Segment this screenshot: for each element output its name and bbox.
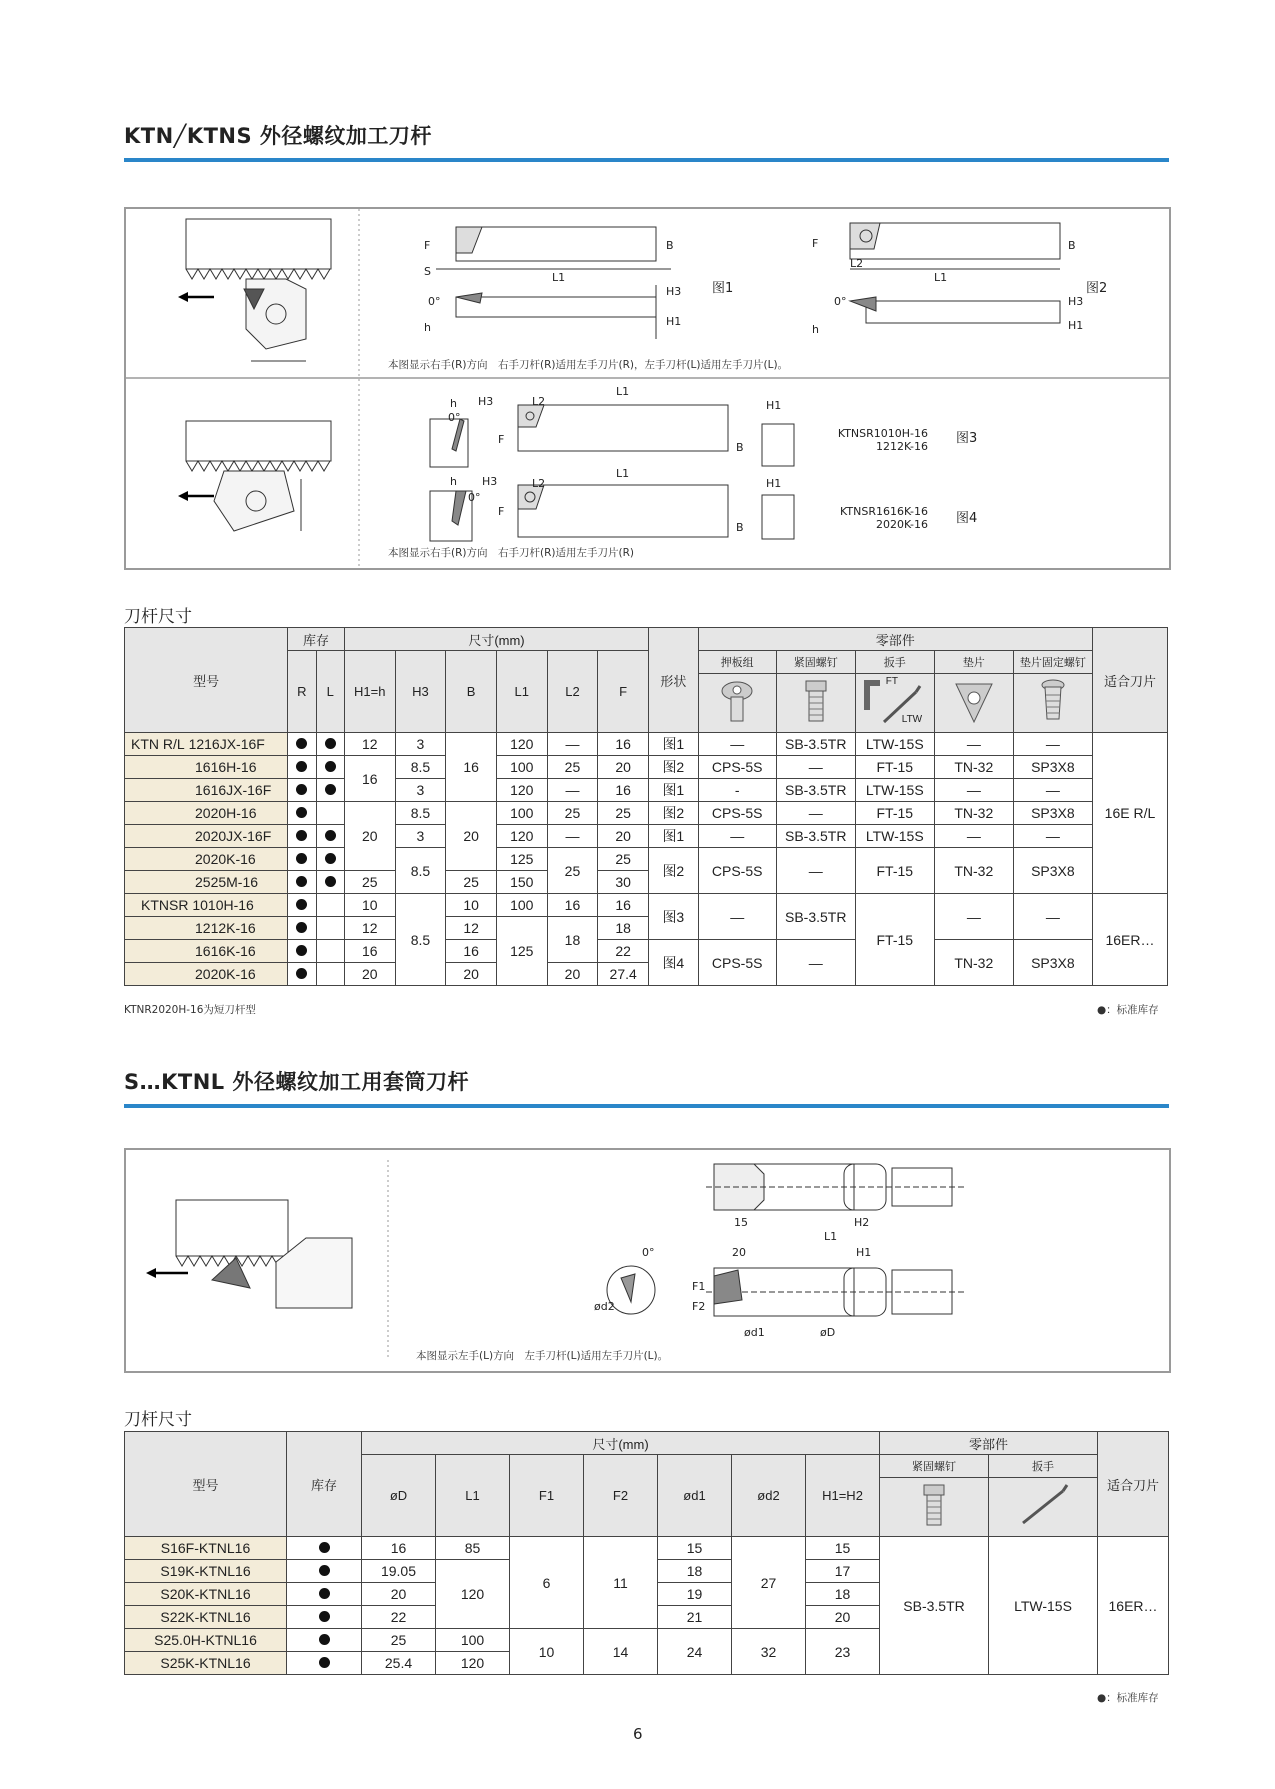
stock-L bbox=[316, 963, 344, 986]
cell-H1h: 12 bbox=[344, 733, 395, 756]
cell-shim: TN-32 bbox=[934, 802, 1013, 825]
cell-clamp: — bbox=[698, 894, 776, 940]
dim-label-L2: L2 bbox=[532, 477, 546, 490]
header-R: R bbox=[288, 651, 316, 733]
stock-R bbox=[288, 963, 316, 986]
dim-label-angle: 0° bbox=[428, 295, 441, 308]
cell-B: 16 bbox=[446, 940, 497, 963]
cell-F: 16 bbox=[598, 894, 649, 917]
cell-shim-screw: — bbox=[1013, 779, 1092, 802]
model-cell: S25.0H-KTNL16 bbox=[125, 1629, 287, 1652]
cell-insert: 16ER… bbox=[1092, 894, 1167, 986]
page-number: 6 bbox=[633, 1725, 643, 1743]
cell-F2: 14 bbox=[584, 1629, 658, 1675]
cell-B: 10 bbox=[446, 894, 497, 917]
model-cell: 1616JX-16F bbox=[125, 779, 288, 802]
dim-label-H3: H3 bbox=[1068, 295, 1084, 308]
cell-screw: — bbox=[776, 940, 855, 986]
dim-label-F: F bbox=[498, 505, 505, 518]
cell-H3: 3 bbox=[395, 779, 446, 802]
cell-L2: 25 bbox=[547, 802, 598, 825]
dim-label-H3: H3 bbox=[482, 475, 498, 488]
cell-clamp: CPS-5S bbox=[698, 756, 776, 779]
stock-L bbox=[316, 848, 344, 871]
stock-R bbox=[288, 940, 316, 963]
cell-shim-screw: SP3X8 bbox=[1013, 940, 1092, 986]
header-screw: 紧固螺钉 bbox=[880, 1455, 989, 1478]
header-dims: 尺寸(mm) bbox=[344, 628, 648, 651]
section2-title: S…KTNL 外径螺纹加工用套筒刀杆 bbox=[124, 1070, 469, 1094]
dim-label-angle: 0° bbox=[468, 491, 481, 504]
cell-od1: 18 bbox=[658, 1560, 732, 1583]
table-row bbox=[125, 825, 1168, 848]
header-H1h: H1=h bbox=[344, 651, 395, 733]
dim-label-B: B bbox=[736, 441, 744, 454]
cell-clamp: — bbox=[698, 825, 776, 848]
stock-R bbox=[288, 848, 316, 871]
footnote-right-2: ●：标准库存 bbox=[1097, 1692, 1159, 1704]
cell-shim-screw: SP3X8 bbox=[1013, 802, 1092, 825]
header-stock: 库存 bbox=[288, 628, 345, 651]
stock-R bbox=[288, 756, 316, 779]
dim-label-L1: L1 bbox=[616, 467, 630, 480]
cell-L2: — bbox=[547, 825, 598, 848]
dim-label-H1: H1 bbox=[766, 477, 782, 490]
cell-shim: TN-32 bbox=[934, 756, 1013, 779]
stock-L bbox=[316, 917, 344, 940]
header-H3: H3 bbox=[395, 651, 446, 733]
figure-caption-bottom: 本图显示右手(R)方向 右手刀杆(R)适用左手刀片(R) bbox=[388, 547, 634, 559]
cell-L1: 120 bbox=[436, 1652, 510, 1675]
model-cell: 2020K-16 bbox=[125, 963, 288, 986]
cell-H3: 8.5 bbox=[395, 848, 446, 894]
header-parts: 零部件 bbox=[880, 1432, 1098, 1455]
dim-label-h: h bbox=[450, 475, 457, 488]
cell-oD: 22 bbox=[362, 1606, 436, 1629]
header-shape: 形状 bbox=[649, 628, 699, 733]
shim-screw-icon bbox=[1013, 674, 1092, 733]
cell-H: 18 bbox=[806, 1583, 880, 1606]
cell-H3: 8.5 bbox=[395, 756, 446, 779]
table-row bbox=[125, 1537, 1169, 1560]
cell-F1: 6 bbox=[510, 1537, 584, 1629]
dim-angle: 0° bbox=[642, 1246, 655, 1259]
dim-oD: øD bbox=[820, 1326, 836, 1339]
cell-shim-screw: — bbox=[1013, 733, 1092, 756]
cell-H: 20 bbox=[806, 1606, 880, 1629]
cell-H3: 3 bbox=[395, 733, 446, 756]
wrench-ltw-label: LTW bbox=[901, 714, 923, 725]
dim-label-B: B bbox=[666, 239, 674, 252]
model-cell: S20K-KTNL16 bbox=[125, 1583, 287, 1606]
cell-L1: 120 bbox=[496, 825, 547, 848]
section2-figure bbox=[124, 1148, 1171, 1373]
cell-H1h: 20 bbox=[344, 963, 395, 986]
dim-H1: H1 bbox=[856, 1246, 872, 1259]
cell-od1: 15 bbox=[658, 1537, 732, 1560]
header-od2: ød2 bbox=[732, 1455, 806, 1537]
cell-shim: TN-32 bbox=[934, 848, 1013, 894]
header-insert: 适合刀片 bbox=[1092, 628, 1167, 733]
cell-H1h: 16 bbox=[344, 756, 395, 802]
fig1-label: 图1 bbox=[712, 281, 734, 296]
cell-wrench: FT-15 bbox=[855, 756, 934, 779]
dim-label-angle: 0° bbox=[834, 295, 847, 308]
cell-F: 16 bbox=[598, 779, 649, 802]
cell-L2: 16 bbox=[547, 894, 598, 917]
header-B: B bbox=[446, 651, 497, 733]
cell-L1: 100 bbox=[436, 1629, 510, 1652]
section1-title: KTN╱KTNS 外径螺纹加工刀杆 bbox=[124, 124, 432, 148]
cell-screw: — bbox=[776, 756, 855, 779]
dim-label-h: h bbox=[812, 323, 819, 336]
dim-label-B: B bbox=[736, 521, 744, 534]
cell-B: 12 bbox=[446, 917, 497, 940]
cell-H1h: 20 bbox=[344, 802, 395, 871]
cell-screw: SB-3.5TR bbox=[776, 825, 855, 848]
fig4-label: 图4 bbox=[956, 511, 978, 526]
screw-icon bbox=[776, 674, 855, 733]
cell-oD: 20 bbox=[362, 1583, 436, 1606]
dim-od2: ød2 bbox=[594, 1300, 615, 1313]
cell-screw: SB-3.5TR bbox=[776, 779, 855, 802]
cell-wrench: FT-15 bbox=[855, 802, 934, 825]
cell-L1: 100 bbox=[496, 756, 547, 779]
cell-H3: 3 bbox=[395, 825, 446, 848]
cell-F: 30 bbox=[598, 871, 649, 894]
stock-cell bbox=[287, 1652, 362, 1675]
dim-label-L1: L1 bbox=[934, 271, 948, 284]
cell-oD: 25.4 bbox=[362, 1652, 436, 1675]
cell-shim-screw: — bbox=[1013, 894, 1092, 940]
cell-L1: 100 bbox=[496, 802, 547, 825]
stock-L bbox=[316, 825, 344, 848]
model-cell: KTNSR 1010H-16 bbox=[125, 894, 288, 917]
dim-label-L1: L1 bbox=[616, 385, 630, 398]
dim-F1: F1 bbox=[692, 1280, 706, 1293]
cell-od1: 21 bbox=[658, 1606, 732, 1629]
section1-table bbox=[124, 627, 1168, 986]
dim-label-H3: H3 bbox=[478, 395, 494, 408]
section1-drawings bbox=[126, 209, 1169, 568]
dim-label-S: S bbox=[424, 265, 431, 278]
cell-B: 16 bbox=[446, 733, 497, 802]
cell-wrench: LTW-15S bbox=[855, 825, 934, 848]
cell-shim: TN-32 bbox=[934, 940, 1013, 986]
cell-F: 22 bbox=[598, 940, 649, 963]
cell-L2: — bbox=[547, 733, 598, 756]
cell-wrench: LTW-15S bbox=[855, 733, 934, 756]
cell-L1: 85 bbox=[436, 1537, 510, 1560]
cell-screw: SB-3.5TR bbox=[880, 1537, 989, 1675]
cell-F2: 11 bbox=[584, 1537, 658, 1629]
cell-oD: 19.05 bbox=[362, 1560, 436, 1583]
wrench-ft-label: FT bbox=[885, 676, 898, 687]
cell-F: 16 bbox=[598, 733, 649, 756]
dim-L1: L1 bbox=[824, 1230, 838, 1243]
table-row bbox=[125, 756, 1168, 779]
dim-label-h: h bbox=[424, 321, 431, 334]
cell-insert: 16ER… bbox=[1098, 1537, 1169, 1675]
cell-shape: 图1 bbox=[649, 825, 699, 848]
section1-rule bbox=[124, 158, 1169, 162]
section1-figure bbox=[124, 207, 1171, 570]
table-row bbox=[125, 733, 1168, 756]
section1-table-title: 刀杆尺寸 bbox=[124, 607, 192, 627]
stock-cell bbox=[287, 1606, 362, 1629]
cell-od2: 32 bbox=[732, 1629, 806, 1675]
cell-L2: — bbox=[547, 779, 598, 802]
header-stock: 库存 bbox=[287, 1432, 362, 1537]
cell-screw: SB-3.5TR bbox=[776, 894, 855, 940]
cell-shim-screw: SP3X8 bbox=[1013, 756, 1092, 779]
cell-F: 18 bbox=[598, 917, 649, 940]
cell-F: 27.4 bbox=[598, 963, 649, 986]
model-cell: S22K-KTNL16 bbox=[125, 1606, 287, 1629]
stock-R bbox=[288, 825, 316, 848]
cell-shim: — bbox=[934, 733, 1013, 756]
stock-L bbox=[316, 940, 344, 963]
section2-table bbox=[124, 1431, 1169, 1675]
cell-L1: 125 bbox=[496, 848, 547, 871]
dim-label-L2: L2 bbox=[532, 395, 546, 408]
screw-icon bbox=[880, 1478, 989, 1537]
cell-B: 20 bbox=[446, 963, 497, 986]
stock-R bbox=[288, 894, 316, 917]
model-cell: 1616H-16 bbox=[125, 756, 288, 779]
model-cell: S25K-KTNL16 bbox=[125, 1652, 287, 1675]
stock-L bbox=[316, 871, 344, 894]
stock-cell bbox=[287, 1629, 362, 1652]
figure-caption-top: 本图显示右手(R)方向 右手刀杆(R)适用左手刀片(R)，左手刀杆(L)适用左手刀片(L)。 bbox=[388, 359, 789, 371]
stock-L bbox=[316, 756, 344, 779]
fig3-label: 图3 bbox=[956, 431, 978, 446]
dim-label-L1: L1 bbox=[552, 271, 566, 284]
dim-label-h: h bbox=[450, 397, 457, 410]
stock-L bbox=[316, 802, 344, 825]
cell-L2: 25 bbox=[547, 756, 598, 779]
cell-L2: 18 bbox=[547, 917, 598, 963]
cell-shim-screw: — bbox=[1013, 825, 1092, 848]
dim-label-angle: 0° bbox=[448, 411, 461, 424]
cell-clamp: CPS-5S bbox=[698, 940, 776, 986]
dim-H2: H2 bbox=[854, 1216, 870, 1229]
model-cell: S16F-KTNL16 bbox=[125, 1537, 287, 1560]
cell-wrench: FT-15 bbox=[855, 848, 934, 894]
cell-shape: 图2 bbox=[649, 848, 699, 894]
model-cell: 1616K-16 bbox=[125, 940, 288, 963]
header-insert: 适合刀片 bbox=[1098, 1432, 1169, 1537]
cell-shim-screw: SP3X8 bbox=[1013, 848, 1092, 894]
stock-cell bbox=[287, 1537, 362, 1560]
header-wrench: 扳手 bbox=[989, 1455, 1098, 1478]
cell-shape: 图2 bbox=[649, 756, 699, 779]
fig4-models: KTNSR1616K-16 2020K-16 bbox=[840, 505, 928, 531]
header-parts: 零部件 bbox=[698, 628, 1092, 651]
model-cell: KTN R/L 1216JX-16F bbox=[125, 733, 288, 756]
cell-screw: — bbox=[776, 802, 855, 825]
cell-shim: — bbox=[934, 825, 1013, 848]
cell-B: 25 bbox=[446, 871, 497, 894]
cell-shim: — bbox=[934, 779, 1013, 802]
cell-wrench: LTW-15S bbox=[989, 1537, 1098, 1675]
table-row bbox=[125, 894, 1168, 917]
cell-H1h: 10 bbox=[344, 894, 395, 917]
cell-wrench: LTW-15S bbox=[855, 779, 934, 802]
fig2-label: 图2 bbox=[1086, 281, 1108, 296]
cell-H: 23 bbox=[806, 1629, 880, 1675]
table-row bbox=[125, 848, 1168, 871]
header-L2: L2 bbox=[547, 651, 598, 733]
stock-R bbox=[288, 871, 316, 894]
header-wrench: 扳手 bbox=[855, 651, 934, 674]
stock-R bbox=[288, 733, 316, 756]
stock-cell bbox=[287, 1583, 362, 1606]
cell-screw: — bbox=[776, 848, 855, 894]
section2-table-title: 刀杆尺寸 bbox=[124, 1410, 192, 1430]
cell-L1: 150 bbox=[496, 871, 547, 894]
cell-L1: 120 bbox=[496, 779, 547, 802]
stock-R bbox=[288, 779, 316, 802]
table-row bbox=[125, 802, 1168, 825]
model-cell: S19K-KTNL16 bbox=[125, 1560, 287, 1583]
dim-od1: ød1 bbox=[744, 1326, 765, 1339]
stock-cell bbox=[287, 1560, 362, 1583]
footnote-left: KTNR2020H-16为短刀杆型 bbox=[124, 1004, 256, 1016]
table-row bbox=[125, 779, 1168, 802]
wrench-icon bbox=[855, 674, 934, 733]
table-row bbox=[125, 940, 1168, 963]
cell-clamp: — bbox=[698, 733, 776, 756]
cell-H: 17 bbox=[806, 1560, 880, 1583]
header-model: 型号 bbox=[125, 1432, 287, 1537]
cell-clamp: - bbox=[698, 779, 776, 802]
cell-shape: 图1 bbox=[649, 733, 699, 756]
cell-insert: 16E R/L bbox=[1092, 733, 1167, 894]
header-oD: øD bbox=[362, 1455, 436, 1537]
cell-od1: 19 bbox=[658, 1583, 732, 1606]
clamp-icon bbox=[698, 674, 776, 733]
header-dims: 尺寸(mm) bbox=[362, 1432, 880, 1455]
stock-L bbox=[316, 894, 344, 917]
header-model: 型号 bbox=[125, 628, 288, 733]
wrench-icon bbox=[989, 1478, 1098, 1537]
cell-shim: — bbox=[934, 894, 1013, 940]
header-shim: 垫片 bbox=[934, 651, 1013, 674]
cell-F1: 10 bbox=[510, 1629, 584, 1675]
dim-20: 20 bbox=[732, 1246, 746, 1259]
cell-L1: 100 bbox=[496, 894, 547, 917]
header-F2: F2 bbox=[584, 1455, 658, 1537]
header-H1H2: H1=H2 bbox=[806, 1455, 880, 1537]
header-L1: L1 bbox=[436, 1455, 510, 1537]
header-F1: F1 bbox=[510, 1455, 584, 1537]
stock-R bbox=[288, 917, 316, 940]
cell-L2: 20 bbox=[547, 963, 598, 986]
header-L1: L1 bbox=[496, 651, 547, 733]
stock-L bbox=[316, 779, 344, 802]
stock-L bbox=[316, 733, 344, 756]
cell-shape: 图1 bbox=[649, 779, 699, 802]
header-clamp: 押板组 bbox=[698, 651, 776, 674]
dim-label-F: F bbox=[424, 239, 431, 252]
dim-label-H1: H1 bbox=[1068, 319, 1084, 332]
cell-H1h: 12 bbox=[344, 917, 395, 940]
header-L: L bbox=[316, 651, 344, 733]
stock-R bbox=[288, 802, 316, 825]
dim-label-F: F bbox=[498, 433, 505, 446]
dim-label-H1: H1 bbox=[666, 315, 682, 328]
cell-F: 20 bbox=[598, 756, 649, 779]
cell-od1: 24 bbox=[658, 1629, 732, 1675]
cell-F: 25 bbox=[598, 848, 649, 871]
cell-clamp: CPS-5S bbox=[698, 848, 776, 894]
dim-label-H3: H3 bbox=[666, 285, 682, 298]
dim-F2: F2 bbox=[692, 1300, 706, 1313]
model-cell: 2020K-16 bbox=[125, 848, 288, 871]
section2-rule bbox=[124, 1104, 1169, 1108]
cell-L1: 120 bbox=[496, 733, 547, 756]
footnote-right: ●：标准库存 bbox=[1097, 1004, 1159, 1016]
cell-screw: SB-3.5TR bbox=[776, 733, 855, 756]
fig3-models: KTNSR1010H-16 1212K-16 bbox=[837, 427, 928, 453]
model-cell: 2525M-16 bbox=[125, 871, 288, 894]
cell-oD: 16 bbox=[362, 1537, 436, 1560]
cell-B: 20 bbox=[446, 802, 497, 871]
cell-shape: 图4 bbox=[649, 940, 699, 986]
cell-wrench: FT-15 bbox=[855, 894, 934, 986]
cell-H3: 8.5 bbox=[395, 894, 446, 986]
cell-shape: 图2 bbox=[649, 802, 699, 825]
cell-L2: 25 bbox=[547, 848, 598, 894]
model-cell: 2020JX-16F bbox=[125, 825, 288, 848]
dim-15: 15 bbox=[734, 1216, 748, 1229]
header-shim-screw: 垫片固定螺钉 bbox=[1013, 651, 1092, 674]
cell-oD: 25 bbox=[362, 1629, 436, 1652]
header-screw: 紧固螺钉 bbox=[776, 651, 855, 674]
cell-F: 25 bbox=[598, 802, 649, 825]
cell-L1: 120 bbox=[436, 1560, 510, 1629]
cell-clamp: CPS-5S bbox=[698, 802, 776, 825]
dim-label-F: F bbox=[812, 237, 819, 250]
header-F: F bbox=[598, 651, 649, 733]
cell-H1h: 16 bbox=[344, 940, 395, 963]
cell-H3: 8.5 bbox=[395, 802, 446, 825]
dim-label-L2: L2 bbox=[850, 257, 864, 270]
dim-label-H1: H1 bbox=[766, 399, 782, 412]
section2-figure-caption: 本图显示左手(L)方向 左手刀杆(L)适用左手刀片(L)。 bbox=[416, 1350, 669, 1362]
dim-label-B: B bbox=[1068, 239, 1076, 252]
cell-F: 20 bbox=[598, 825, 649, 848]
cell-od2: 27 bbox=[732, 1537, 806, 1629]
cell-L1: 125 bbox=[496, 917, 547, 986]
shim-icon bbox=[934, 674, 1013, 733]
cell-H: 15 bbox=[806, 1537, 880, 1560]
cell-H1h: 25 bbox=[344, 871, 395, 894]
model-cell: 1212K-16 bbox=[125, 917, 288, 940]
section2-drawings bbox=[126, 1150, 1169, 1371]
model-cell: 2020H-16 bbox=[125, 802, 288, 825]
cell-shape: 图3 bbox=[649, 894, 699, 940]
header-od1: ød1 bbox=[658, 1455, 732, 1537]
